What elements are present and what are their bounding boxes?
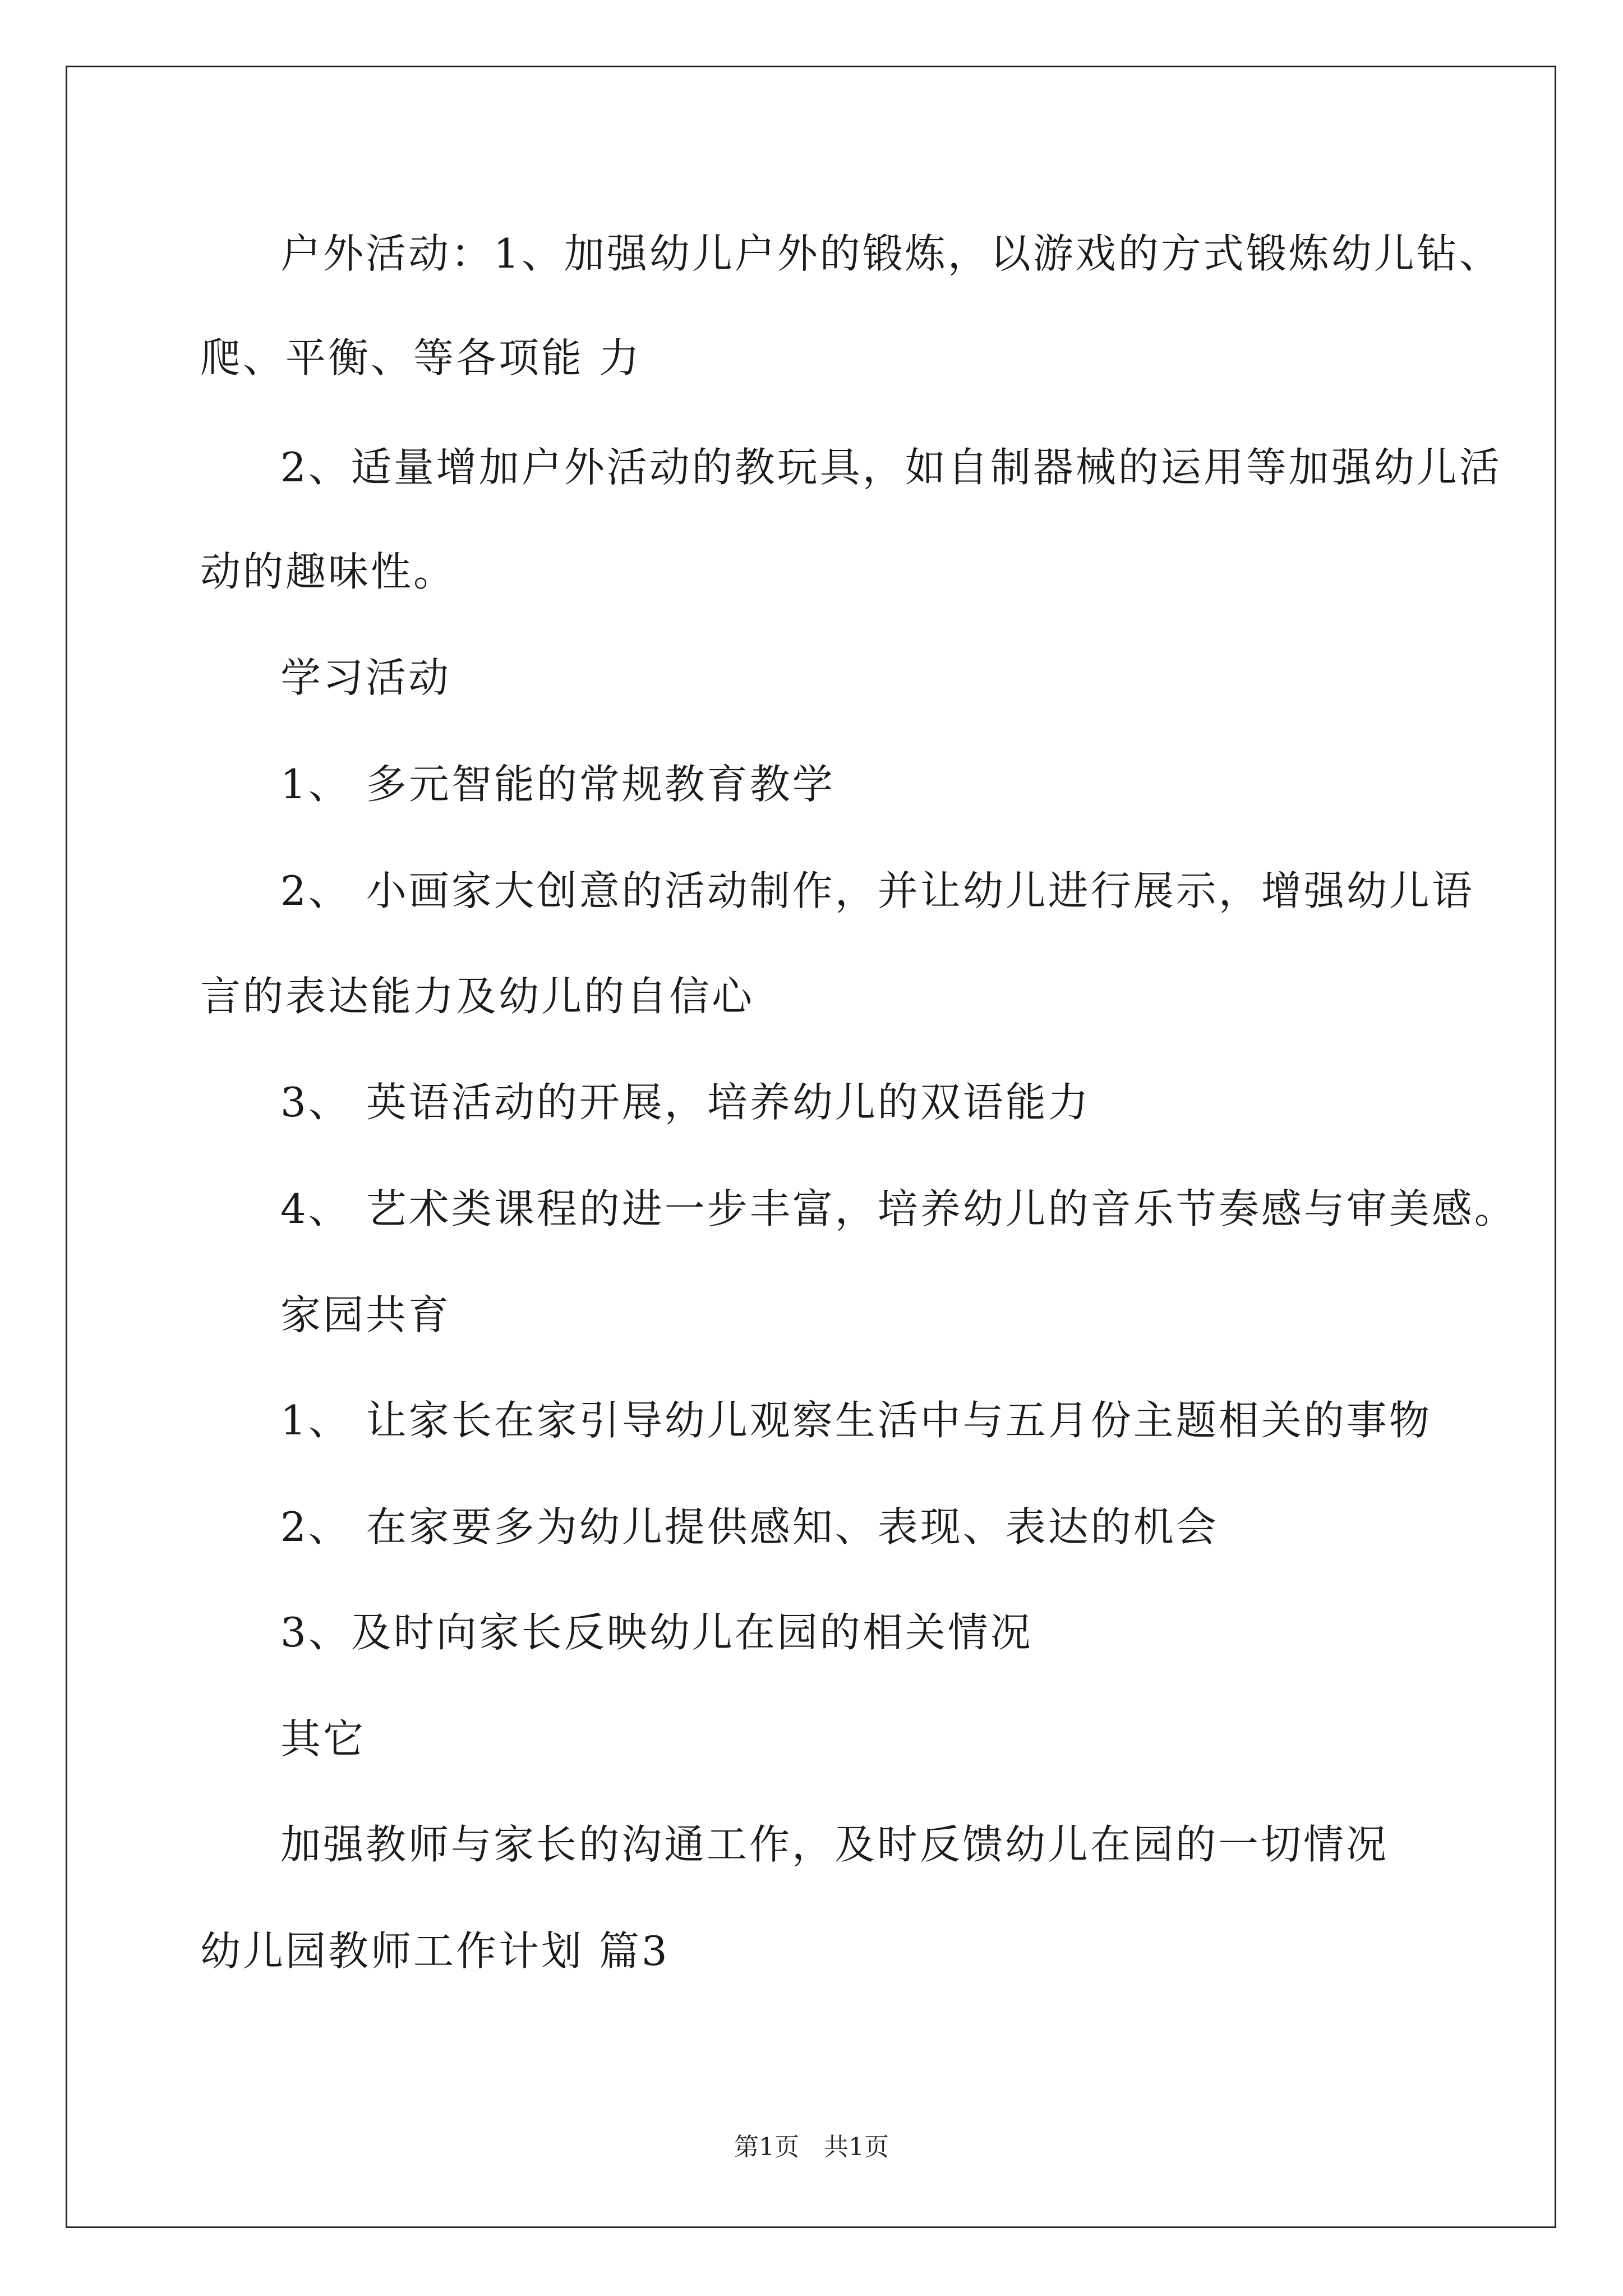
list-item: 3、 英语活动的开展，培养幼儿的双语能力	[280, 1079, 1091, 1126]
list-item: 3、及时向家长反映幼儿在园的相关情况	[280, 1609, 1033, 1656]
article-title: 幼儿园教师工作计划 篇3	[200, 1927, 670, 1975]
paragraph-line: 动的趣味性。	[200, 548, 457, 595]
paragraph-line: 2、适量增加户外活动的教玩具，如自制器械的运用等加强幼儿活	[280, 444, 1502, 491]
paragraph-line: 加强教师与家长的沟通工作，及时反馈幼儿在园的一切情况	[280, 1821, 1389, 1868]
section-heading: 其它	[280, 1715, 366, 1763]
paragraph-line: 爬、平衡、等各项能 力	[200, 334, 642, 381]
section-heading: 家园共育	[280, 1291, 451, 1338]
list-item: 4、 艺术类课程的进一步丰富，培养幼儿的音乐节奏感与审美感。	[280, 1185, 1517, 1232]
page-number-footer: 第1页 共1页	[734, 2133, 889, 2161]
section-heading: 学习活动	[280, 654, 451, 701]
page-border	[66, 66, 1556, 2228]
list-item: 1、 多元智能的常规教育教学	[280, 761, 835, 808]
list-item: 2、 小画家大创意的活动制作，并让幼儿进行展示，增强幼儿语	[280, 867, 1474, 914]
list-item: 2、 在家要多为幼儿提供感知、表现、表达的机会	[280, 1503, 1219, 1550]
list-item: 1、 让家长在家引导幼儿观察生活中与五月份主题相关的事物	[280, 1397, 1432, 1444]
paragraph-line: 户外活动：1、加强幼儿户外的锻炼，以游戏的方式锻炼幼儿钻、	[280, 230, 1502, 277]
paragraph-line: 言的表达能力及幼儿的自信心	[200, 973, 755, 1020]
